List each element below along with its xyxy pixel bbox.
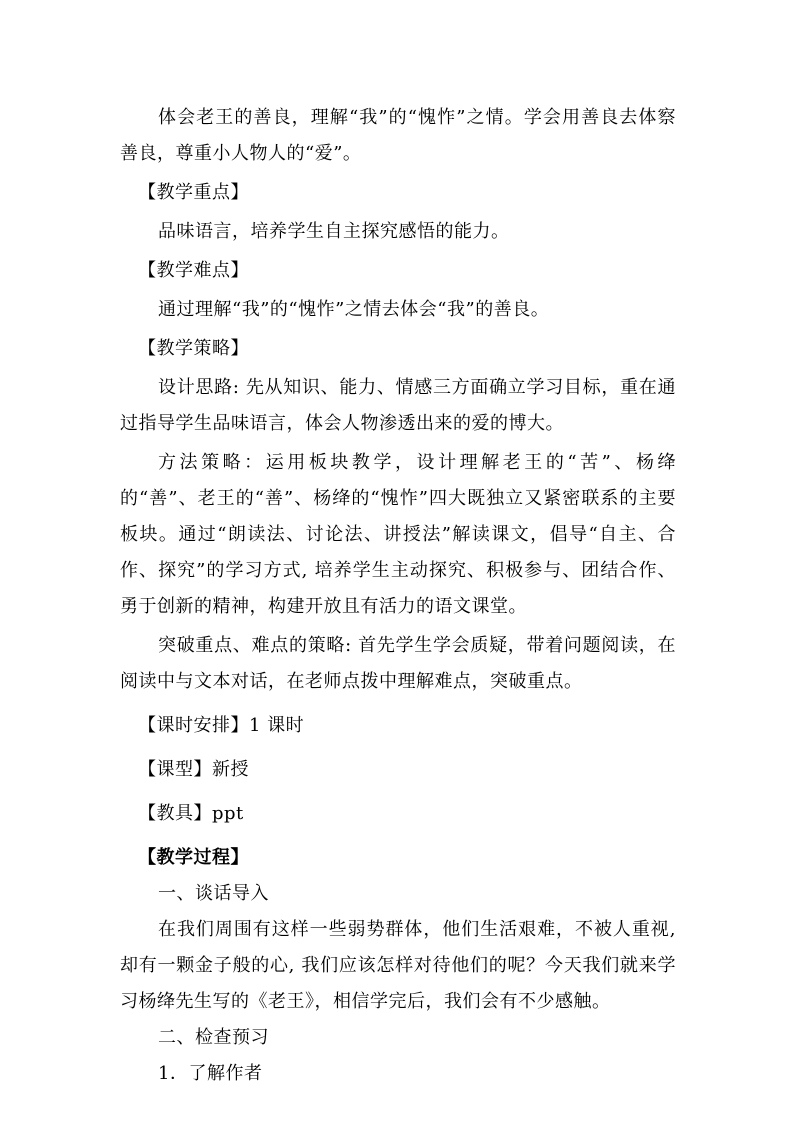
section-two-heading: 二、检查预习: [158, 1027, 269, 1048]
difficulty-text: 通过理解“我”的“愧怍”之情去体会“我”的善良。: [158, 299, 550, 320]
design-paragraph: 设计思路: 先从知识、能力、情感三方面确立学习目标，重在通过指导学生品味语言，体会人物渗透出来的爱的博大。: [120, 377, 676, 434]
process-heading: 【教学过程】: [138, 847, 249, 868]
difficulty-heading: 【教学难点】: [138, 260, 249, 281]
tools-line: 【教具】ppt: [138, 803, 244, 824]
key-points-heading: 【教学重点】: [138, 182, 249, 203]
key-points-text: 品味语言，培养学生自主探究感悟的能力。: [158, 221, 510, 242]
intro-paragraph: 在我们周围有这样一些弱势群体，他们生活艰难，不被人重视,却有一颗金子般的心, 我们应该怎样对待他们的呢？今天我们就来学习杨绛先生写的《老王》，相信学完后，我们会有不少感触。: [120, 919, 676, 1012]
schedule-line: 【课时安排】1 课时: [138, 715, 305, 736]
lesson-type-line: 【课型】新授: [138, 759, 249, 780]
breakthrough-paragraph: 突破重点、难点的策略: 首先学生学会质疑，带着问题阅读，在阅读中与文本对话，在老师点拨中理解难点，突破重点。: [120, 635, 676, 692]
section-one-heading: 一、谈话导入: [158, 883, 269, 904]
goal-emotion-paragraph: 体会老王的善良，理解“我”的“愧怍”之情。学会用善良去体察善良，尊重小人物人的“爱”。: [120, 107, 676, 164]
strategy-heading: 【教学策略】: [138, 338, 249, 359]
document-page: [120, 100, 676, 1092]
method-paragraph: 方法策略：运用板块教学，设计理解老王的“苦”、杨绛的“善”、老王的“善”、杨绛的“愧怍”四大既独立又紧密联系的主要板块。通过“朗读法、讨论法、讲授法”解读课文，倡导“自主、合作、探究”的学习方式, 培养学生主动探究、积极参与、团结合作、勇于创新的精神，构建开放且有活力的语文课堂。: [120, 452, 676, 617]
item-one-line: 1．了解作者: [158, 1063, 263, 1084]
